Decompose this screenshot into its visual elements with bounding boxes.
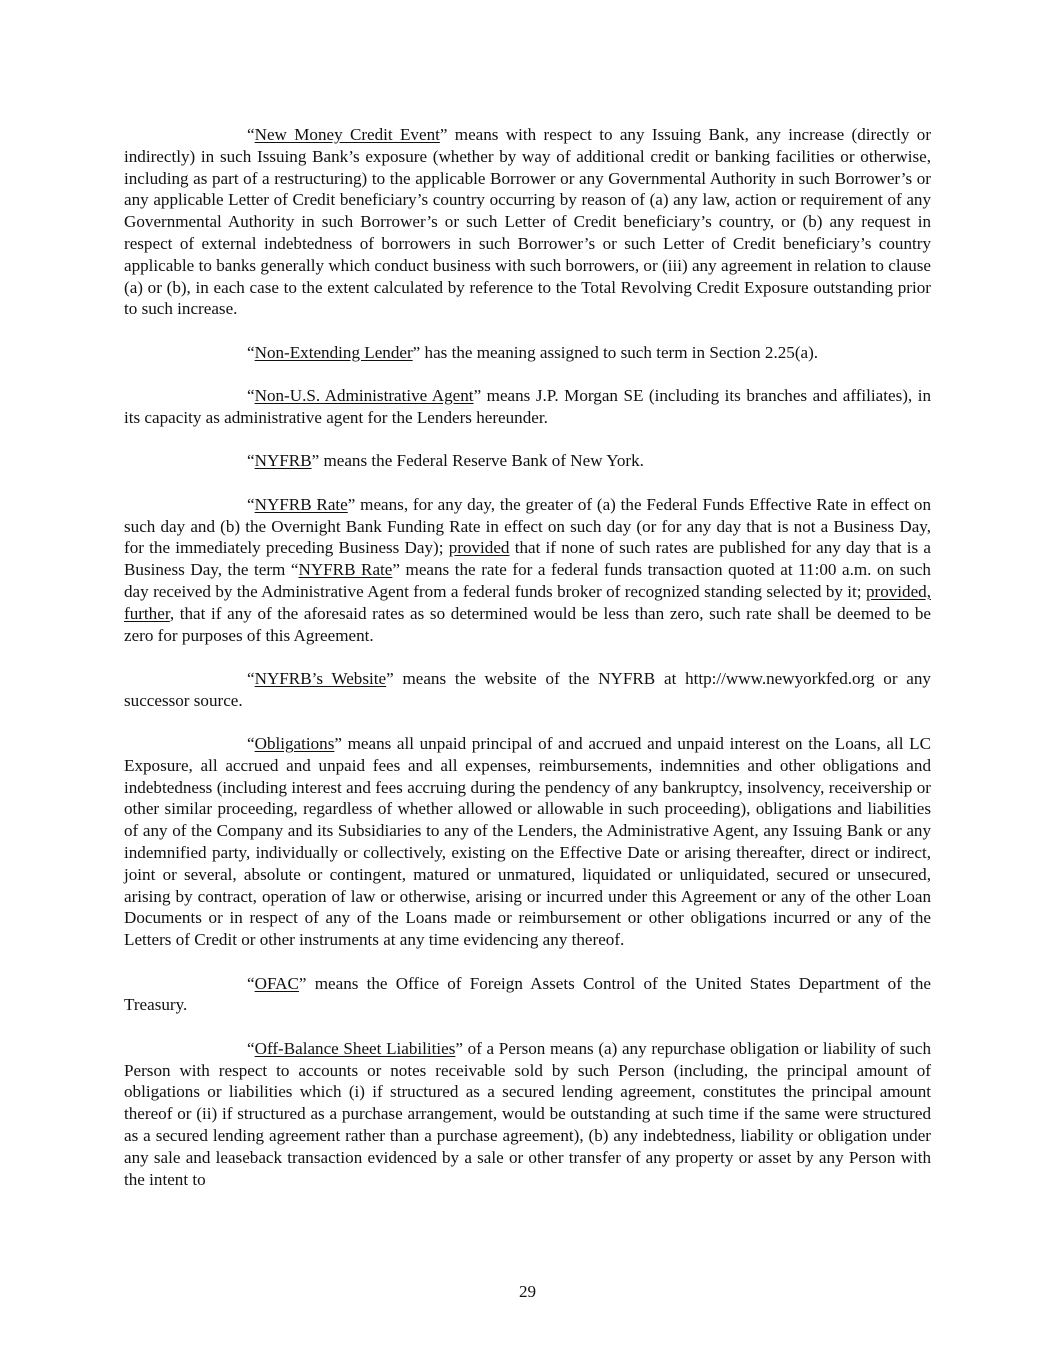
definition-text: means all unpaid principal of and accrued and unpaid interest on the Loans, all LC Exposure, all accrued and unpaid fees and all expenses, reimbursements, indemnities and other obligations and indebtedness (including interest and fees accruing during the pendency of any bankruptcy, insolvency, receivership or other similar proceeding, regardless of whether allowed or allowable in such proceeding), obligations and liabilities of any of the Company and its Subsidiaries to any of the Lenders, the Administrative Agent, any Issuing Bank or any indemnified party, individually or collectively, existing on the Effective Date or arising thereafter, direct or indirect, joint or several, absolute or contingent, matured or unmatured, liquidated or unliquidated, secured or unsecured, arising by contract, operation of law or otherwise, arising or incurred under this Agreement or any of the other Loan Documents or in respect of any of the Loans made or reimbursement or other obligations incurred or any of the Letters of Credit or other instruments at any time evidencing any thereof. (124, 734, 931, 950)
open-quote: “ (247, 1038, 255, 1058)
definition-nyfrb-rate (124, 494, 931, 647)
underlined-provided: provided, (865, 581, 931, 601)
underlined-further: further (124, 603, 170, 623)
defined-term: NYFRB Rate (254, 494, 348, 514)
open-quote: “ (247, 451, 255, 471)
defined-term: New Money Credit Event (254, 125, 440, 144)
definition-text: means the Federal Reserve Bank of New York. (319, 451, 644, 471)
defined-term: Off-Balance Sheet Liabilities (254, 1038, 456, 1058)
definition-text: , that if any of the aforesaid rates as so determined would be less than zero, such rate shall be deemed to be zero for purposes of this Agreement. (124, 603, 931, 645)
close-quote: ” (298, 973, 307, 993)
underlined-provided: provided (448, 538, 510, 558)
underlined-term-reference: NYFRB Rate (298, 560, 393, 580)
open-quote: “ (247, 668, 255, 688)
open-quote: “ (247, 125, 255, 144)
defined-term: NYFRB’s Website (254, 668, 387, 688)
definition-text: means with respect to any Issuing Bank, any increase (directly or indirectly) in such Issuing Bank’s exposure (whether by way of additional credit or banking facilities or otherwise, including as part of a restructuring) to the applicable Borrower or any Governmental Authority in such Borrower’s or any applicable Letter of Credit beneficiary’s country occurring by reason of (a) any law, action or requirement of any Governmental Authority in such Borrower’s or such Letter of Credit beneficiary’s country, or (b) any request in respect of external indebtedness of borrowers in such Borrower’s or such Letter of Credit beneficiary’s country applicable to banks generally which conduct business with such borrowers, or (iii) any agreement in relation to clause (a) or (b), in each case to the extent calculated by reference to the Total Revolving Credit Exposure outstanding prior to such increase. (124, 125, 932, 319)
definition-ofac (124, 973, 931, 1017)
definition-text: means the Office of Foreign Assets Control of the United States Department of the Treasury. (124, 973, 931, 1015)
definition-off-balance-sheet-liabilities (124, 1038, 931, 1191)
open-quote: “ (247, 342, 255, 362)
close-quote: ” (473, 386, 482, 406)
definition-nyfrb (124, 450, 931, 472)
page-number: 29 (518, 1282, 537, 1301)
definition-non-extending-lender (124, 342, 931, 364)
defined-term: OFAC (254, 973, 299, 993)
defined-term: NYFRB (254, 451, 312, 471)
definition-nyfrbs-website (124, 668, 931, 712)
definition-text: means J.P. Morgan SE (including its branches and affiliates), in its capacity as administrative agent for the Lenders hereunder. (124, 386, 931, 427)
definition-text: has the meaning assigned to such term in Section 2.25(a). (420, 342, 819, 362)
definition-new-money-credit-event (124, 124, 931, 320)
close-quote: ” (412, 342, 421, 362)
definition-obligations (124, 733, 931, 951)
close-quote: ” (311, 451, 320, 471)
open-quote: “ (247, 973, 255, 993)
defined-term: Non-U.S. Administrative Agent (254, 386, 474, 406)
definition-non-us-administrative-agent (124, 385, 931, 429)
definition-text: means the website of the NYFRB at http://www.newyorkfed.org or any successor source. (124, 668, 931, 710)
close-quote: ” (334, 734, 342, 754)
open-quote: “ (247, 734, 255, 754)
defined-term: Non-Extending Lender (254, 342, 413, 362)
close-quote: ” (386, 668, 394, 688)
definition-text: of a Person means (a) any repurchase obligation or liability of such Person with respect to accounts or notes receivable sold by such Person (including, the principal amount of obligations or liabilities which (i) if structured as a secured lending agreement, constitutes the principal amount thereof or (ii) if structured as a purchase arrangement, would be outstanding at such time if the same were structured as a secured lending agreement rather than a purchase agreement), (b) any indebtedness, liability or obligation under any sale and leaseback transaction evidenced by a sale or other transfer of any property or asset by any Person with the intent to (124, 1038, 931, 1189)
open-quote: “ (247, 386, 255, 406)
defined-term: Obligations (254, 734, 335, 754)
close-quote: ” (347, 494, 356, 514)
close-quote: ” (455, 1038, 463, 1058)
definition-text: means, for any day, the greater of (a) the Federal Funds Effective Rate in effect on such day and (b) the Overnight Bank Funding Rate in effect on such day (or for any day that is not a Business Day, for the immediately preceding Business Day); (124, 494, 931, 558)
definition-text: ” means the rate for a federal funds transaction quoted at 11:00 a.m. on such day received by the Administrative Agent from a federal funds broker of recognized standing selected by it; (124, 560, 931, 601)
definition-text: that if none of such rates are published for any day that is a Business Day, the term “ (124, 538, 931, 580)
document-page (124, 124, 931, 1212)
open-quote: “ (247, 494, 255, 514)
close-quote: ” (439, 125, 448, 144)
